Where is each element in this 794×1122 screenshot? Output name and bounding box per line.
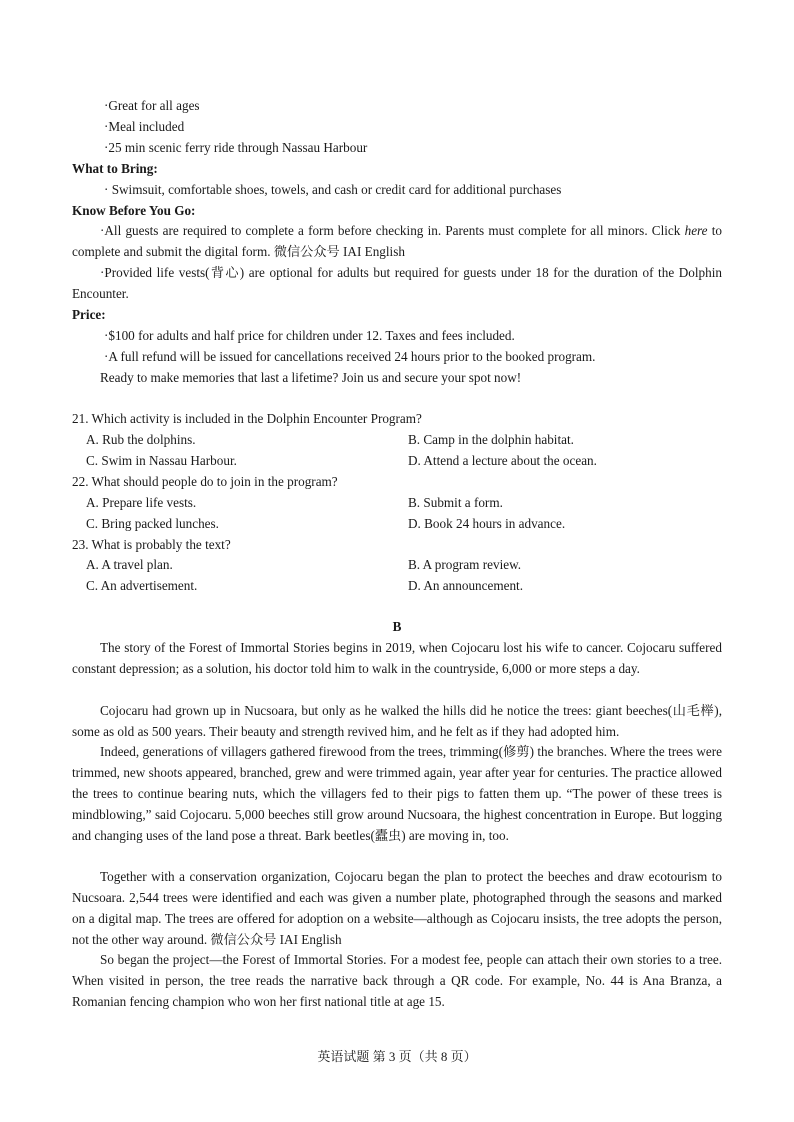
passage-paragraph-4: Together with a conservation organization, Cojocaru began the plan to protect the beeches and draw ecotourism to Nucsoara. 2,544 trees were identified and each was given a number plate, photographed through the seasons and marked on a digital map. The trees are offered for adoption on a website—although as Cojocaru insists, the tree adopts the person, not the other way around. 微信公众号 IAI English: [72, 869, 722, 947]
price-adults: ·$100 for adults and half price for children under 12. Taxes and fees included.: [104, 328, 515, 343]
question-22-option-d[interactable]: D. Book 24 hours in advance.: [408, 516, 566, 531]
question-22-option-c[interactable]: C. Bring packed lunches.: [86, 516, 219, 531]
question-23-option-b[interactable]: B. A program review.: [408, 557, 522, 572]
feature-bullet-ferry: ·25 min scenic ferry ride through Nassau Harbour: [104, 140, 368, 155]
form-text-start: ·All guests are required to complete a form before checking in. Parents must complete for all minors. Click: [100, 223, 685, 238]
question-21-stem: 21. Which activity is included in the Dolphin Encounter Program?: [72, 411, 422, 426]
question-21-option-d[interactable]: D. Attend a lecture about the ocean.: [408, 453, 597, 468]
price-refund: ·A full refund will be issued for cancellations received 24 hours prior to the booked program.: [104, 349, 596, 364]
page-footer: 英语试题 第 3 页（共 8 页）: [317, 1049, 477, 1064]
form-text-end: to complete and submit the digital form. 微信公众号 IAI English: [72, 223, 723, 259]
question-21-option-c[interactable]: C. Swim in Nassau Harbour.: [86, 453, 237, 468]
question-22-option-b[interactable]: B. Submit a form.: [408, 495, 503, 510]
question-23-stem: 23. What is probably the text?: [72, 537, 231, 552]
passage-paragraph-5: So began the project—the Forest of Immortal Stories. For a modest fee, people can attach their own stories to a tree. When visited in person, the tree reads the narrative back through a QR code. For example, No. 44 is Ana Branza, a Romanian fencing champion who won her first national title at age 15.: [72, 952, 722, 1009]
passage-paragraph-2: Cojocaru had grown up in Nucsoara, but only as he walked the hills did he notice the trees: giant beeches(山毛榉), some as old as 500 years. Their beauty and strength revived him, and he felt as if they had adopted him.: [72, 703, 722, 739]
know-before-form-paragraph: [72, 221, 722, 263]
know-before-heading: Know Before You Go:: [72, 203, 196, 218]
question-22-stem: 22. What should people do to join in the program?: [72, 474, 338, 489]
price-heading: Price:: [72, 307, 106, 322]
section-b-label: B: [392, 619, 402, 634]
what-to-bring-heading: What to Bring:: [72, 161, 158, 176]
question-22-option-a[interactable]: A. Prepare life vests.: [86, 495, 197, 510]
feature-bullet-ages: ·Great for all ages: [104, 98, 200, 113]
here-link[interactable]: here: [684, 223, 708, 238]
question-21-option-a[interactable]: A. Rub the dolphins.: [86, 432, 196, 447]
passage-paragraph-3: Indeed, generations of villagers gathered firewood from the trees, trimming(修剪) the branches. Where the trees were trimmed, new shoots appeared, branched, grew and were trimmed again, year after year for centuries. The practice allowed the trees to continue bearing nuts, which the villagers fed to their pigs to fatten them up. “The power of these trees is mindblowing,” said Cojocaru. 5,000 beeches still grow around Nucsoara, the highest concentration in Europe. But logging and changing uses of the land pose a threat. Bark beetles(蠹虫) are moving in, too.: [72, 744, 722, 843]
question-23-option-d[interactable]: D. An announcement.: [408, 578, 523, 593]
what-to-bring-item: · Swimsuit, comfortable shoes, towels, and cash or credit card for additional purchases: [104, 182, 562, 197]
know-before-vest-paragraph: ·Provided life vests(背心) are optional for adults but required for guests under 18 for the duration of the Dolphin Encounter.: [72, 265, 722, 301]
feature-bullet-meal: ·Meal included: [104, 119, 185, 134]
question-21-option-b[interactable]: B. Camp in the dolphin habitat.: [408, 432, 574, 447]
closing-line: Ready to make memories that last a lifetime? Join us and secure your spot now!: [100, 370, 522, 385]
passage-paragraph-1: The story of the Forest of Immortal Stories begins in 2019, when Cojocaru lost his wife to cancer. Cojocaru suffered constant depression; as a solution, his doctor told him to walk in the countryside, 6,000 or more steps a day.: [72, 640, 722, 676]
question-23-option-c[interactable]: C. An advertisement.: [86, 578, 198, 593]
question-23-option-a[interactable]: A. A travel plan.: [86, 557, 173, 572]
